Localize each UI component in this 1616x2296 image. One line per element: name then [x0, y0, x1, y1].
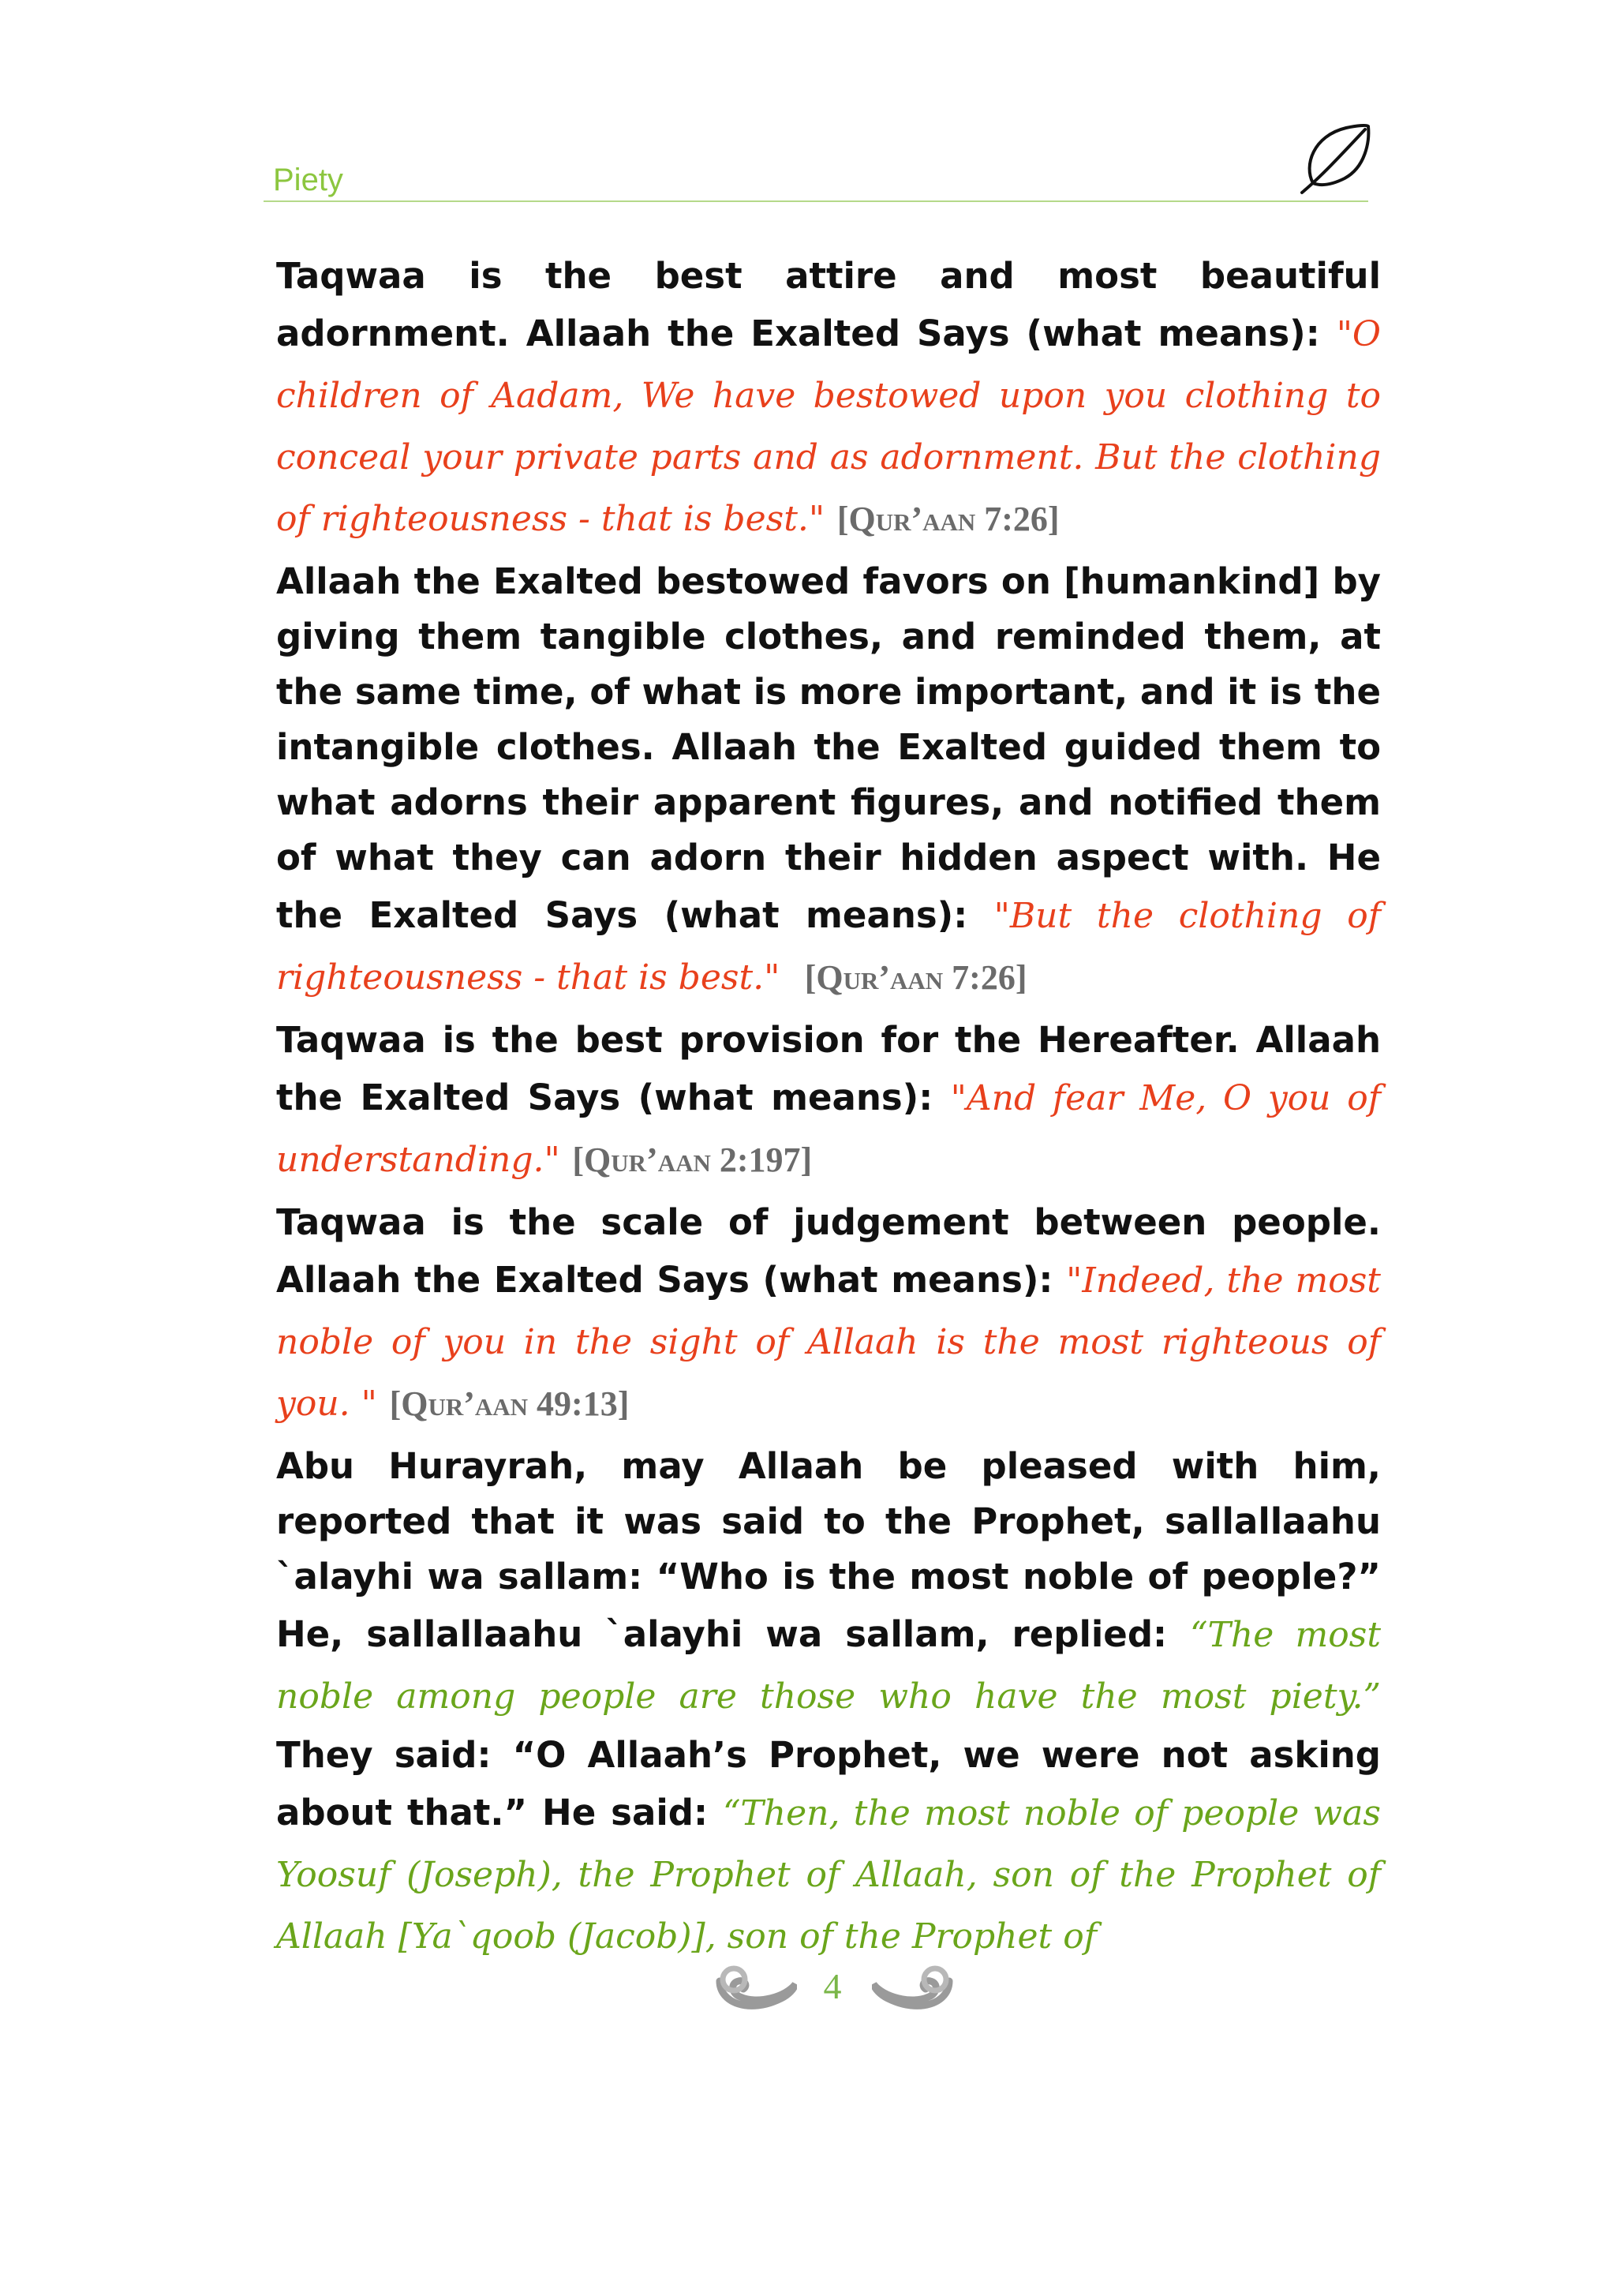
paragraph-hadith	[276, 1439, 1381, 1968]
running-header-title: Piety	[273, 163, 343, 197]
quran-reference: [Qur’aan 7:26]	[836, 500, 1060, 538]
swirl-left-icon	[710, 1957, 797, 2021]
quran-quote: "But the clothing of righteousness - that is best."	[276, 896, 1382, 998]
quran-quote: "Indeed, the most noble of you in the sight of Allaah is the most righteous of you. "	[276, 1260, 1381, 1424]
body-text: Abu Hurayrah, may Allaah be pleased with him, reported that it was said to the Prophet, sallallaahu `alayhi wa sallam: “Who is the most noble of people?” He, sallallaahu `alayhi wa sallam, replied:	[276, 1445, 1381, 1655]
quran-quote: "And fear Me, O you of understanding."	[276, 1078, 1382, 1180]
quran-quote: "O children of Aadam, We have bestowed upon you clothing to conceal your private parts and as adornment. But the clothing of righteousness - that is best."	[276, 314, 1381, 539]
body-text: Taqwaa is the scale of judgement between people. Allaah the Exalted Says (what means):	[276, 1201, 1381, 1301]
body-text: Taqwaa is the best attire and most beautiful adornment. Allaah the Exalted Says (what means):	[276, 255, 1381, 354]
body-text: Taqwaa is the best provision for the Hereafter. Allaah the Exalted Says (what means):	[276, 1019, 1381, 1118]
quran-reference: [Qur’aan 2:197]	[572, 1141, 813, 1179]
hadith-quote: “Then, the most noble of people was Yoosuf (Joseph), the Prophet of Allaah, son of the Prophet of Allaah [Ya`qoob (Jacob)], son of the Prophet of	[276, 1793, 1381, 1957]
page-header	[264, 118, 1368, 205]
body-text: They said: “O Allaah’s Prophet, we were not asking about that.” He said:	[276, 1734, 1381, 1833]
quran-reference: [Qur’aan 7:26]	[804, 958, 1027, 997]
header-divider	[264, 200, 1368, 202]
page-footer	[710, 1950, 963, 2036]
page-number: 4	[823, 1966, 842, 2006]
swirl-right-icon	[872, 1957, 959, 2021]
page-body	[276, 249, 1381, 1972]
paragraph-clothes	[276, 554, 1381, 1009]
body-text: Allaah the Exalted bestowed favors on [humankind] by giving them tangible clothes, and reminded them, at the same time, of what is more important, and it is the intangible clothes. Allaah the Exalted guided them to what adorns their apparent figures, and notified them of what they can adorn their hidden aspect with. He the Exalted Says (what means):	[276, 560, 1381, 936]
hadith-quote: “The most noble among people are those who have the most piety.”	[276, 1615, 1382, 1717]
leaf-icon	[1297, 118, 1373, 197]
paragraph-provision	[276, 1013, 1381, 1191]
quran-reference: [Qur’aan 49:13]	[389, 1384, 630, 1423]
paragraph-scale	[276, 1195, 1381, 1435]
paragraph-attire	[276, 249, 1381, 550]
